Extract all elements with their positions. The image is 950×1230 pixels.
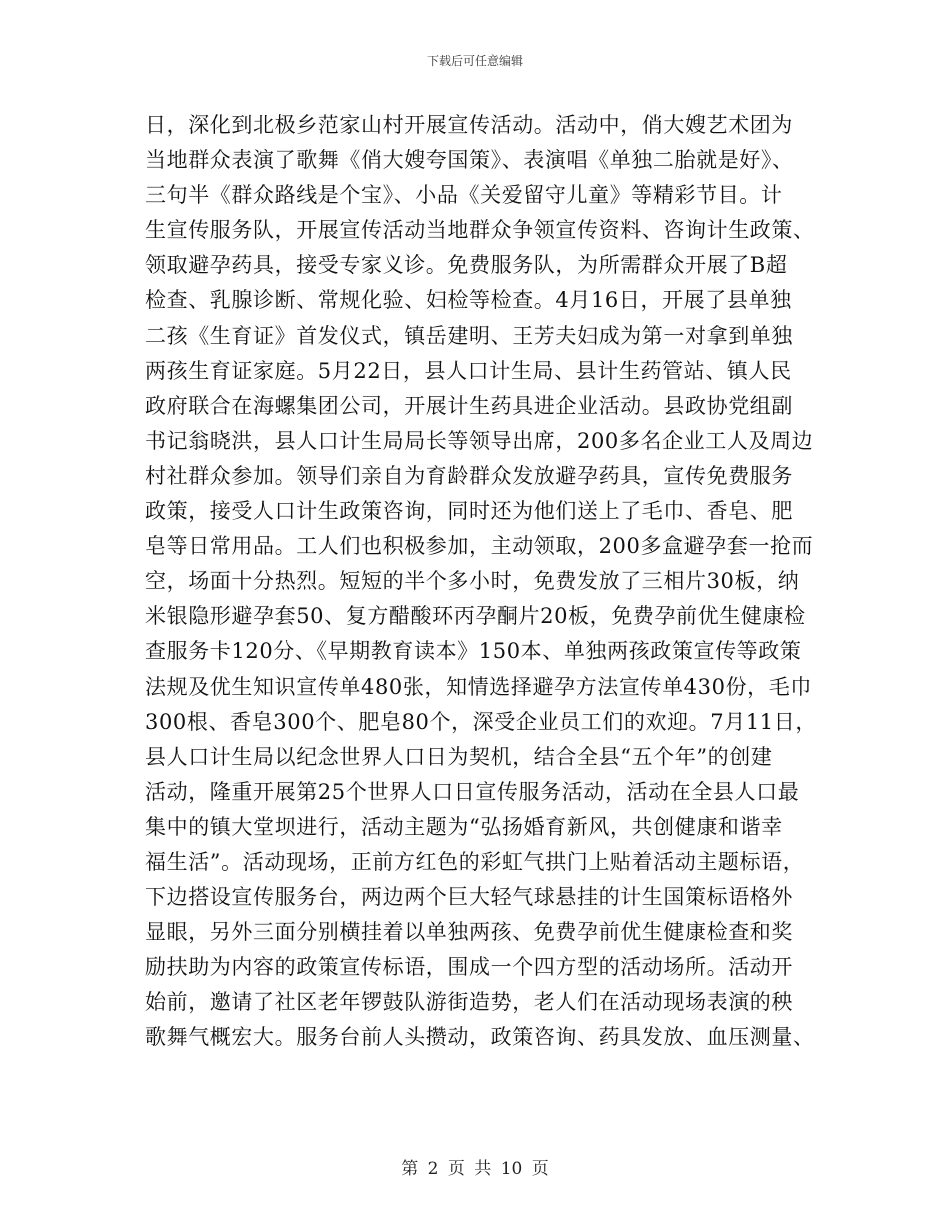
document-body [145, 108, 815, 1056]
text-line: 空，场面十分热烈。短短的半个多小时，免费发放了三相片30板，纳 [145, 569, 800, 594]
text-line: 下边搭设宣传服务台，两边两个巨大轻气球悬挂的计生国策标语格外 [145, 885, 793, 910]
text-line: 生宣传服务队，开展宣传活动当地群众争领宣传资料、咨询计生政策、 [145, 218, 815, 243]
page-number-footer: 第 2 页 共 10 页 [401, 1159, 549, 1179]
text-line: 集中的镇大堂坝进行，活动主题为“弘扬婚育新风，共创健康和谐幸 [145, 814, 783, 839]
text-line: 歌舞气概宏大。服务台前人头攒动，政策咨询、药具发放、血压测量、 [145, 1025, 815, 1050]
text-line: 村社群众参加。领导们亲自为育龄群众发放避孕药具，宣传免费服务 [145, 463, 793, 488]
text-line: 县人口计生局以纪念世界人口日为契机，结合全县“五个年”的创建 [145, 744, 773, 769]
text-line: 当地群众表演了歌舞《俏大嫂夸国策》、表演唱《单独二胎就是好》、 [145, 148, 794, 173]
text-line: 活动，隆重开展第25个世界人口日宣传服务活动，活动在全县人口最 [145, 779, 800, 804]
text-line: 政府联合在海螺集团公司，开展计生药具进企业活动。县政协党组副 [145, 393, 793, 418]
text-line: 两孩生育证家庭。5月22日，县人口计生局、县计生药管站、镇人民 [145, 358, 792, 383]
text-line: 始前，邀请了社区老年锣鼓队游街造势，老人们在活动现场表演的秧 [145, 990, 793, 1015]
text-line: 皂等日常用品。工人们也积极参加，主动领取，200多盒避孕套一抢而 [145, 534, 814, 559]
text-line: 福生活”。活动现场，正前方红色的彩虹气拱门上贴着活动主题标语， [145, 849, 805, 874]
text-line: 查服务卡120分、《早期教育读本》150本、单独两孩政策宣传等政策 [145, 639, 802, 664]
text-line: 三句半《群众路线是个宝》、小品《关爱留守儿童》等精彩节目。计 [145, 183, 783, 208]
text-line: 300根、香皂300个、肥皂80个，深受企业员工们的欢迎。7月11日， [145, 709, 817, 734]
text-line: 二孩《生育证》首发仪式，镇岳建明、王芳夫妇成为第一对拿到单独 [145, 323, 793, 348]
text-line: 法规及优生知识宣传单480张，知情选择避孕方法宣传单430份，毛巾 [145, 674, 812, 699]
text-line: 书记翁晓洪，县人口计生局局长等领导出席，200多名企业工人及周边 [145, 428, 814, 453]
text-line: 领取避孕药具，接受专家义诊。免费服务队，为所需群众开展了B超 [145, 253, 788, 278]
text-line: 显眼，另外三面分别横挂着以单独两孩、免费孕前优生健康检查和奖 [145, 920, 793, 945]
text-line: 检查、乳腺诊断、常规化验、妇检等检查。4月16日，开展了县单独 [145, 288, 792, 313]
text-line: 政策，接受人口计生政策咨询，同时还为他们送上了毛巾、香皂、肥 [145, 499, 793, 524]
text-line: 米银隐形避孕套50、复方醋酸环丙孕酮片20板，免费孕前优生健康检 [145, 604, 806, 629]
page-header-note: 下载后可任意编辑 [426, 54, 523, 68]
text-line: 日，深化到北极乡范家山村开展宣传活动。活动中，俏大嫂艺术团为 [145, 113, 793, 137]
text-line: 励扶助为内容的政策宣传标语，围成一个四方型的活动场所。活动开 [145, 955, 793, 980]
